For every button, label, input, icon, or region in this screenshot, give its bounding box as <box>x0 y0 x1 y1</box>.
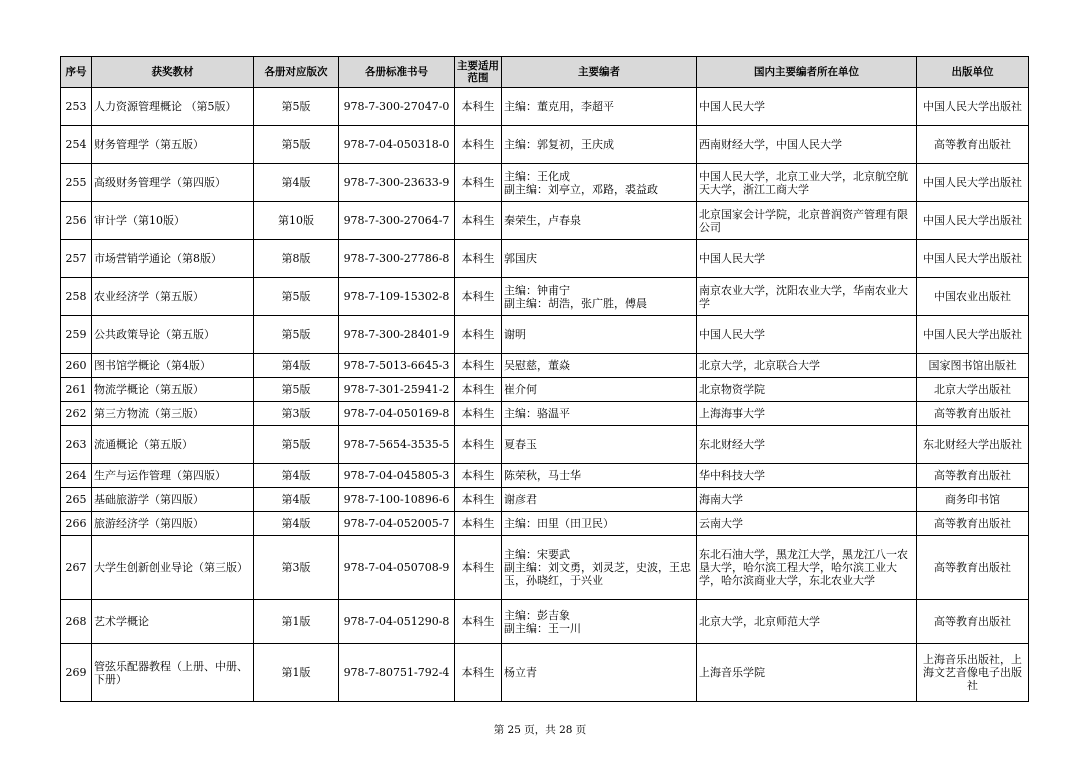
cell-edition: 第5版 <box>254 126 339 164</box>
cell-editors: 谢彦君 <box>502 488 697 512</box>
cell-edition: 第3版 <box>254 402 339 426</box>
cell-title: 艺术学概论 <box>92 600 254 644</box>
table-row <box>61 316 1029 354</box>
cell-units: 华中科技大学 <box>697 464 917 488</box>
cell-edition: 第5版 <box>254 278 339 316</box>
cell-units: 东北石油大学，黑龙江大学，黑龙江八一农垦大学，哈尔滨工程大学，哈尔滨工业大学，哈尔滨商业大学，东北农业大学 <box>697 536 917 600</box>
cell-isbn: 978-7-109-15302-8 <box>339 278 455 316</box>
cell-publisher: 中国人民大学出版社 <box>917 164 1029 202</box>
header-edition: 各册对应版次 <box>254 57 339 88</box>
cell-scope: 本科生 <box>455 464 502 488</box>
cell-editors: 主编：骆温平 <box>502 402 697 426</box>
cell-publisher: 中国人民大学出版社 <box>917 88 1029 126</box>
cell-title: 第三方物流（第三版） <box>92 402 254 426</box>
cell-seq: 262 <box>61 402 92 426</box>
cell-scope: 本科生 <box>455 316 502 354</box>
cell-edition: 第3版 <box>254 536 339 600</box>
cell-editors: 陈荣秋，马士华 <box>502 464 697 488</box>
cell-title: 流通概论（第五版） <box>92 426 254 464</box>
table-row <box>61 488 1029 512</box>
table-row <box>61 378 1029 402</box>
cell-seq: 261 <box>61 378 92 402</box>
cell-isbn: 978-7-04-051290-8 <box>339 600 455 644</box>
table-row <box>61 126 1029 164</box>
table-body <box>61 88 1029 702</box>
cell-units: 云南大学 <box>697 512 917 536</box>
cell-editors: 主编：彭吉象 副主编：王一川 <box>502 600 697 644</box>
cell-edition: 第5版 <box>254 316 339 354</box>
cell-scope: 本科生 <box>455 202 502 240</box>
cell-publisher: 国家图书馆出版社 <box>917 354 1029 378</box>
cell-seq: 265 <box>61 488 92 512</box>
cell-title: 高级财务管理学（第四版） <box>92 164 254 202</box>
cell-isbn: 978-7-04-050708-9 <box>339 536 455 600</box>
table-row <box>61 536 1029 600</box>
cell-scope: 本科生 <box>455 164 502 202</box>
table-row <box>61 354 1029 378</box>
cell-units: 中国人民大学 <box>697 240 917 278</box>
cell-publisher: 上海音乐出版社，上海文艺音像电子出版社 <box>917 644 1029 702</box>
table-header-row <box>61 57 1029 88</box>
cell-publisher: 高等教育出版社 <box>917 402 1029 426</box>
cell-edition: 第10版 <box>254 202 339 240</box>
table-row <box>61 164 1029 202</box>
cell-scope: 本科生 <box>455 488 502 512</box>
cell-units: 北京大学，北京联合大学 <box>697 354 917 378</box>
cell-editors: 主编：王化成 副主编：刘亭立，邓路，裘益政 <box>502 164 697 202</box>
table-row <box>61 464 1029 488</box>
cell-units: 北京国家会计学院，北京普润资产管理有限公司 <box>697 202 917 240</box>
header-seq: 序号 <box>61 57 92 88</box>
cell-scope: 本科生 <box>455 88 502 126</box>
cell-seq: 254 <box>61 126 92 164</box>
cell-title: 财务管理学（第五版） <box>92 126 254 164</box>
cell-units: 北京大学，北京师范大学 <box>697 600 917 644</box>
cell-edition: 第5版 <box>254 378 339 402</box>
cell-publisher: 高等教育出版社 <box>917 464 1029 488</box>
cell-publisher: 高等教育出版社 <box>917 536 1029 600</box>
cell-isbn: 978-7-301-25941-2 <box>339 378 455 402</box>
cell-isbn: 978-7-300-27047-0 <box>339 88 455 126</box>
cell-publisher: 商务印书馆 <box>917 488 1029 512</box>
cell-units: 西南财经大学，中国人民大学 <box>697 126 917 164</box>
cell-edition: 第4版 <box>254 488 339 512</box>
cell-title: 农业经济学（第五版） <box>92 278 254 316</box>
awards-table <box>60 56 1029 702</box>
table-row <box>61 202 1029 240</box>
cell-title: 人力资源管理概论 （第5版） <box>92 88 254 126</box>
cell-title: 物流学概论（第五版） <box>92 378 254 402</box>
cell-units: 海南大学 <box>697 488 917 512</box>
table-row <box>61 278 1029 316</box>
cell-title: 管弦乐配器教程（上册、中册、下册） <box>92 644 254 702</box>
cell-units: 南京农业大学，沈阳农业大学，华南农业大学 <box>697 278 917 316</box>
cell-seq: 267 <box>61 536 92 600</box>
cell-edition: 第1版 <box>254 600 339 644</box>
table-row <box>61 88 1029 126</box>
header-editors: 主要编者 <box>502 57 697 88</box>
cell-seq: 260 <box>61 354 92 378</box>
table-row <box>61 600 1029 644</box>
table-row <box>61 426 1029 464</box>
cell-scope: 本科生 <box>455 240 502 278</box>
header-publisher: 出版单位 <box>917 57 1029 88</box>
cell-edition: 第8版 <box>254 240 339 278</box>
cell-title: 基础旅游学（第四版） <box>92 488 254 512</box>
cell-isbn: 978-7-5654-3535-5 <box>339 426 455 464</box>
cell-isbn: 978-7-100-10896-6 <box>339 488 455 512</box>
cell-units: 中国人民大学 <box>697 316 917 354</box>
cell-isbn: 978-7-300-23633-9 <box>339 164 455 202</box>
cell-isbn: 978-7-04-050318-0 <box>339 126 455 164</box>
cell-seq: 259 <box>61 316 92 354</box>
cell-isbn: 978-7-300-27786-8 <box>339 240 455 278</box>
cell-units: 上海海事大学 <box>697 402 917 426</box>
cell-editors: 主编：钟甫宁 副主编：胡浩，张广胜，傅晨 <box>502 278 697 316</box>
cell-editors: 主编：董克用，李超平 <box>502 88 697 126</box>
cell-scope: 本科生 <box>455 512 502 536</box>
cell-seq: 263 <box>61 426 92 464</box>
header-title: 获奖教材 <box>92 57 254 88</box>
cell-publisher: 中国人民大学出版社 <box>917 240 1029 278</box>
cell-editors: 杨立青 <box>502 644 697 702</box>
cell-seq: 253 <box>61 88 92 126</box>
cell-isbn: 978-7-300-28401-9 <box>339 316 455 354</box>
cell-editors: 郭国庆 <box>502 240 697 278</box>
header-scope: 主要适用范围 <box>455 57 502 88</box>
cell-title: 旅游经济学（第四版） <box>92 512 254 536</box>
cell-scope: 本科生 <box>455 644 502 702</box>
cell-publisher: 高等教育出版社 <box>917 126 1029 164</box>
cell-seq: 257 <box>61 240 92 278</box>
table-row <box>61 512 1029 536</box>
cell-publisher: 高等教育出版社 <box>917 512 1029 536</box>
cell-editors: 谢明 <box>502 316 697 354</box>
cell-edition: 第4版 <box>254 464 339 488</box>
cell-scope: 本科生 <box>455 600 502 644</box>
cell-units: 北京物资学院 <box>697 378 917 402</box>
cell-scope: 本科生 <box>455 126 502 164</box>
cell-title: 审计学（第10版） <box>92 202 254 240</box>
cell-units: 东北财经大学 <box>697 426 917 464</box>
cell-isbn: 978-7-300-27064-7 <box>339 202 455 240</box>
cell-units: 上海音乐学院 <box>697 644 917 702</box>
cell-publisher: 中国农业出版社 <box>917 278 1029 316</box>
cell-edition: 第5版 <box>254 88 339 126</box>
cell-seq: 264 <box>61 464 92 488</box>
table-row <box>61 644 1029 702</box>
cell-seq: 255 <box>61 164 92 202</box>
table-row <box>61 240 1029 278</box>
cell-editors: 夏春玉 <box>502 426 697 464</box>
cell-seq: 266 <box>61 512 92 536</box>
table-row <box>61 402 1029 426</box>
cell-title: 生产与运作管理（第四版） <box>92 464 254 488</box>
cell-editors: 吴慰慈，董焱 <box>502 354 697 378</box>
cell-editors: 崔介何 <box>502 378 697 402</box>
header-isbn: 各册标准书号 <box>339 57 455 88</box>
cell-seq: 256 <box>61 202 92 240</box>
cell-edition: 第1版 <box>254 644 339 702</box>
cell-scope: 本科生 <box>455 378 502 402</box>
cell-isbn: 978-7-04-050169-8 <box>339 402 455 426</box>
cell-scope: 本科生 <box>455 278 502 316</box>
cell-editors: 主编：宋要武 副主编：刘文勇，刘灵芝，史波，王忠玉，孙晓红，于兴业 <box>502 536 697 600</box>
cell-publisher: 中国人民大学出版社 <box>917 316 1029 354</box>
cell-editors: 秦荣生，卢春泉 <box>502 202 697 240</box>
cell-scope: 本科生 <box>455 536 502 600</box>
cell-isbn: 978-7-04-045805-3 <box>339 464 455 488</box>
cell-isbn: 978-7-80751-792-4 <box>339 644 455 702</box>
cell-publisher: 高等教育出版社 <box>917 600 1029 644</box>
cell-scope: 本科生 <box>455 402 502 426</box>
cell-title: 大学生创新创业导论（第三版） <box>92 536 254 600</box>
cell-title: 市场营销学通论（第8版） <box>92 240 254 278</box>
cell-editors: 主编：田里（田卫民） <box>502 512 697 536</box>
cell-publisher: 东北财经大学出版社 <box>917 426 1029 464</box>
cell-seq: 258 <box>61 278 92 316</box>
cell-publisher: 中国人民大学出版社 <box>917 202 1029 240</box>
cell-seq: 269 <box>61 644 92 702</box>
cell-scope: 本科生 <box>455 426 502 464</box>
cell-seq: 268 <box>61 600 92 644</box>
cell-units: 中国人民大学，北京工业大学，北京航空航天大学，浙江工商大学 <box>697 164 917 202</box>
cell-edition: 第4版 <box>254 164 339 202</box>
page-footer: 第 25 页，共 28 页 <box>493 724 587 736</box>
cell-title: 公共政策导论（第五版） <box>92 316 254 354</box>
cell-units: 中国人民大学 <box>697 88 917 126</box>
cell-editors: 主编：郭复初，王庆成 <box>502 126 697 164</box>
cell-isbn: 978-7-5013-6645-3 <box>339 354 455 378</box>
cell-edition: 第5版 <box>254 426 339 464</box>
cell-edition: 第4版 <box>254 512 339 536</box>
cell-title: 图书馆学概论（第4版） <box>92 354 254 378</box>
cell-isbn: 978-7-04-052005-7 <box>339 512 455 536</box>
cell-scope: 本科生 <box>455 354 502 378</box>
cell-publisher: 北京大学出版社 <box>917 378 1029 402</box>
cell-edition: 第4版 <box>254 354 339 378</box>
header-units: 国内主要编者所在单位 <box>697 57 917 88</box>
